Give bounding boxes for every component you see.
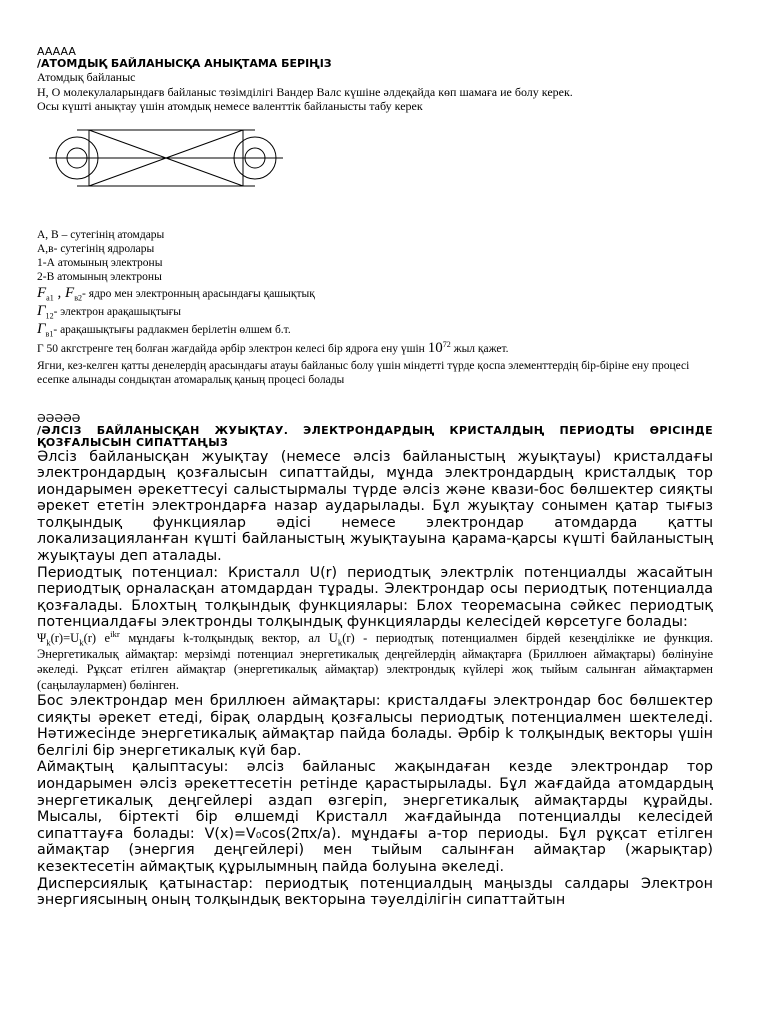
separator: , — [53, 284, 66, 301]
symbol-f: F — [65, 284, 75, 301]
formula-line-g12 — [37, 304, 713, 319]
section-title: /АТОМДЫҚ БАЙЛАНЫСҚА АНЫҚТАМА БЕРІҢІЗ — [37, 57, 332, 70]
formula-tail: жыл қажет. — [450, 342, 509, 355]
body-paragraph: Дисперсиялық қатынастар: периодтық потенциалдың маңызды салдары Электрон энергиясының оның толқындық векторына тәуелділігін сипаттайтын — [37, 875, 713, 909]
power-base: 10 — [427, 339, 443, 356]
section-subtitle: Атомдық байланыс — [37, 70, 136, 84]
symbol-subscript: 12 — [45, 310, 54, 320]
formula-line-gb1 — [37, 322, 713, 337]
symbol-subscript: в1 — [45, 328, 54, 338]
document-page — [37, 46, 713, 909]
paragraph-line: Н, О молекулаларындағв байланыс төзімділігі Вандер Валс күшіне әлдеқайда көп шамаға ие болу керек. — [37, 84, 573, 99]
section-code: AAAAA — [37, 45, 76, 58]
hydrogen-atoms-diagram — [45, 120, 285, 198]
power-exponent: 72 — [442, 339, 451, 349]
wavefunction-paragraph — [37, 628, 713, 693]
formula-line-g50 — [37, 341, 713, 356]
conclusion-paragraph: Ягни, кез-келген қатты денелердің арасындағы атауы байланыс болу үшін міндетті түрде қоспа элементтердің бір-біріне ену процесі есепке алынады сондықтан атомаралық қаның процесі болады — [37, 359, 690, 386]
body-paragraph: Бос электрондар мен бриллюен аймақтары: кристалдағы электрондар бос бөлшектер сияқты әрекет етеді, бірақ олардың қозғалысы периодтық потенциалмен шектеледі. Нәтижесінде энергетикалық аймақтар пайда болады. Әрбір k толқындық векторы үшін белгілі бір энергетикалық күй бар. — [37, 693, 713, 759]
superscript: ikr — [110, 628, 120, 639]
body-paragraph: Аймақтың қалыптасуы: әлсіз байланыс жақындаған кезде электрондар тор иондарымен әлсіз әрекеттесетін ретінде қарастырылады. Бұл жағдайда атомдардың энергетикалық деңгейлері аздап өзгеріп, энергетикалық аймақтарды құрайды. Мысалы, біртекті бір өлшемді Кристалл жағдайында потенциалды келесідей сипаттауға болады: V(x)=V₀cos(2πx/a). мұндағы a-тор периоды. Бұл рұқсат етілген аймақтар (энергия деңгейлері) мен тыйым салынған аймақтар (жарықтар) кезектесетін аймақтық құрылымның пайда болуына әкеледі. — [37, 759, 713, 875]
section-title: /ӘЛСІЗ БАЙЛАНЫСҚАН ЖУЫҚТАУ. ЭЛЕКТРОНДАРДЫҢ КРИСТАЛДЫҢ ПЕРИОДТЫ ӨРІСІНДЕ ҚОЗҒАЛЫСЫН СИПАТТАҢЫЗ — [37, 423, 713, 449]
formula-description: Г 50 акгстренге тең болған жағдайда әрбір электрон келесі бір ядроға ену үшін — [37, 342, 425, 355]
formula-description: - электрон арақашықтығы — [53, 305, 182, 318]
formula-part: (r)=U — [50, 631, 80, 646]
subscript: k — [337, 637, 343, 648]
legend-item: 2-В атомының электроны — [37, 270, 162, 283]
symbol-f: F — [37, 284, 47, 301]
formula-text: мұндағы k-толқындық вектор, ал U — [119, 631, 338, 646]
formula-text: (r) - периодтық потенциалмен бірдей кезеңділікке ие функция. Энергетикалық аймақтар: мерзімді потенциал энергетикалық деңгейлердің аймақтарға (Бриллюен аймақтары) бөлінуіне әкеледі. Рұқсат етілген аймақтар (энергетикалық аймақтар) электрондық күйлері жоқ тыйым салынған аймақтармен (саңылаулармен) бөлінген. — [37, 631, 713, 692]
legend-item: А,в- сутегінің ядролары — [37, 242, 155, 255]
legend-item: А, В – сутегінің атомдары — [37, 228, 165, 241]
formula-description: - арақашықтығы радлакмен берілетін өлшем б.т. — [53, 323, 291, 336]
formula-description: - ядро мен электронның арасындағы қашықтық — [82, 287, 315, 300]
body-paragraph: Әлсіз байланысқан жуықтау (немесе әлсіз байланыстың жуықтауы) кристалдағы электрондардың қозғалысын сипаттайды, мұнда электрондардың кристалдық тор иондарымен әрекеттесуі салыстырмалы түрде әлсіз және квази-бос бөлшектер сияқты әрекет ететін электрондарға назар аударылады. Бұл жуықтау сонымен қатар тығыз толқындық функциялар әдісі немесе электрондар атомдарда қатты локализацияланған күшті байланыстың жуықтауына қарама-қарсы күшті байланыстың жуықтауы деп аталады. — [37, 448, 713, 565]
psi-symbol: Ψ — [37, 631, 47, 646]
subscript: k — [79, 637, 84, 648]
paragraph-line: Осы күшті анықтау үшін атомдық немесе валенттік байланысты табу керек — [37, 99, 423, 113]
formula-line-f — [37, 286, 713, 301]
body-paragraph: Периодтық потенциал: Кристалл U(r) периодтық электрлік потенциалды жасайтын периодтық орналасқан атомдардан тұрады. Электрондар осы периодтық потенциалда қозғалады. Блохтың толқындық функциялары: Блох теоремасына сәйкес периодтық потенциалдағы электронды толқындық функцияларды келесідей көрсетуге болады: — [37, 564, 713, 631]
section-code: ӘӘӘӘӘ — [37, 411, 81, 425]
symbol-subscript: a1 — [46, 292, 54, 302]
formula-part: (r) e — [83, 631, 111, 646]
legend-item: 1-А атомының электроны — [37, 256, 163, 269]
symbol-subscript: в2 — [74, 292, 83, 302]
symbol-g: Г — [37, 302, 46, 319]
subscript: k — [46, 637, 51, 648]
symbol-g: Г — [37, 320, 46, 337]
